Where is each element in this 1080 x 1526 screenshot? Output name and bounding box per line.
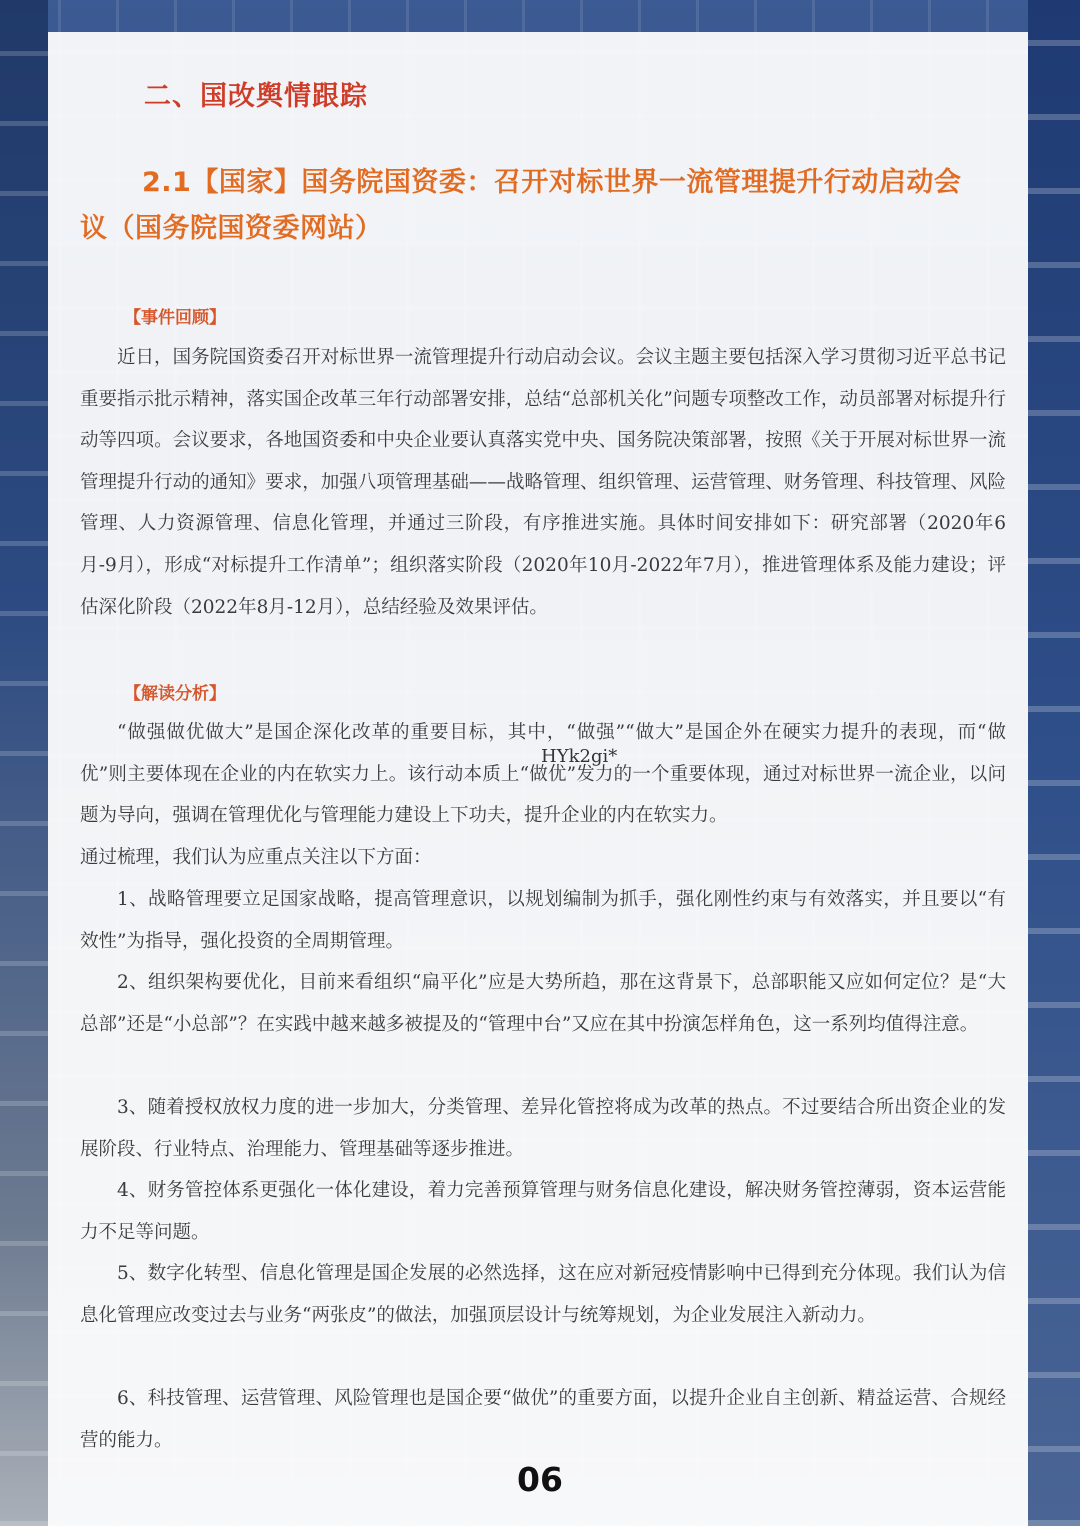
analysis-point-1: 1、战略管理要立足国家战略，提高管理意识，以规划编制为抓手，强化刚性约束与有效落实，并且要以“有效性”为指导，强化投资的全周期管理。 xyxy=(80,889,1006,952)
article-title xyxy=(80,160,1010,252)
event-review-heading: 【事件回顾】 xyxy=(124,308,226,328)
analysis-point-4: 4、财务管控体系更强化一体化建设，着力完善预算管理与财务信息化建设，解决财务管控薄弱，资本运营能力不足等问题。 xyxy=(80,1180,1006,1243)
background-building-left xyxy=(0,0,48,1526)
analysis-point-3: 3、随着授权放权力度的进一步加大，分类管理、差异化管控将成为改革的热点。不过要结合所出资企业的发展阶段、行业特点、治理能力、管理基础等逐步推进。 xyxy=(80,1097,1006,1160)
analysis-point-6: 6、科技管理、运营管理、风险管理也是国企要“做优”的重要方面，以提升企业自主创新、精益运营、合规经营的能力。 xyxy=(80,1388,1006,1451)
analysis-point-5: 5、数字化转型、信息化管理是国企发展的必然选择，这在应对新冠疫情影响中已得到充分体现。我们认为信息化管理应改变过去与业务“两张皮”的做法，加强顶层设计与统筹规划，为企业发展注入新动力。 xyxy=(80,1263,1006,1326)
event-review-body: 近日，国务院国资委召开对标世界一流管理提升行动启动会议。会议主题主要包括深入学习贯彻习近平总书记重要指示批示精神，落实国企改革三年行动部署安排，总结“总部机关化”问题专项整改工作，动员部署对标提升行动等四项。会议要求，各地国资委和中央企业要认真落实党中央、国务院决策部署，按照《关于开展对标世界一流管理提升行动的通知》要求，加强八项管理基础——战略管理、组织管理、运营管理、财务管理、科技管理、风险管理、人力资源管理、信息化管理，并通过三阶段，有序推进实施。具体时间安排如下：研究部署（2020年6月-9月），形成“对标提升工作清单”；组织落实阶段（2020年10月-2022年7月），推进管理体系及能力建设；评估深化阶段（2022年8月-12月），总结经验及效果评估。 xyxy=(80,347,1006,618)
watermark-text: HYk2gi* xyxy=(541,746,618,767)
background-building-right xyxy=(1028,0,1080,1526)
analysis-intro: “做强做优做大”是国企深化改革的重要目标，其中，“做强”“做大”是国企外在硬实力提升的表现，而“做优”则主要体现在企业的内在软实力上。该行动本质上“做优”发力的一个重要体现，通过对标世界一流企业，以问题为导向，强调在管理优化与管理能力建设上下功夫，提升企业的内在软实力。 xyxy=(80,722,1006,827)
page-number: 06 xyxy=(517,1460,563,1499)
article-title-line2: 议（国务院国资委网站） xyxy=(80,213,383,244)
section-title: 二、国改舆情跟踪 xyxy=(144,81,368,112)
article-title-line1: 2.1【国家】国务院国资委：召开对标世界一流管理提升行动启动会 xyxy=(142,167,962,198)
analysis-point-2: 2、组织架构要优化，目前来看组织“扁平化”应是大势所趋，那在这背景下，总部职能又应如何定位？是“大总部”还是“小总部”？在实践中越来越多被提及的“管理中台”又应在其中扮演怎样角色，这一系列均值得注意。 xyxy=(80,972,1006,1035)
analysis-heading: 【解读分析】 xyxy=(124,684,226,704)
analysis-lead: 通过梳理，我们认为应重点关注以下方面： xyxy=(80,847,432,868)
